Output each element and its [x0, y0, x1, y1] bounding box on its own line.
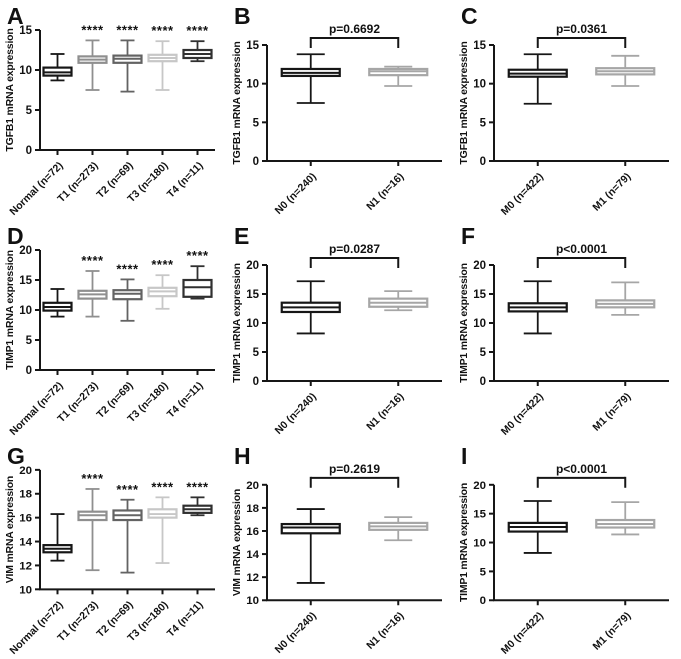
box-T2 (n=69) — [94, 261, 141, 421]
plot-area — [231, 242, 442, 437]
panel-letter-g: G — [7, 443, 26, 469]
x-category-label: M0 (n=422) — [498, 170, 546, 218]
x-category-label: T1 (n=273) — [55, 379, 101, 426]
pvalue-label: p=0.2619 — [328, 461, 381, 476]
significance-stars: **** — [151, 257, 174, 273]
box-T3 (n=180) — [125, 23, 176, 205]
y-tick-label: 20 — [246, 479, 259, 492]
pvalue-label: p=0.6692 — [328, 22, 381, 36]
box-T4 (n=11) — [165, 248, 212, 420]
significance-stars: **** — [81, 22, 104, 38]
y-tick-label: 20 — [473, 260, 486, 272]
box-M1 (n=79) — [590, 56, 654, 214]
panel-c — [454, 0, 681, 220]
panel-letter-d: D — [7, 223, 25, 249]
y-tick-label: 0 — [252, 376, 259, 388]
boxplot-b — [227, 0, 454, 220]
boxplot-i — [454, 440, 681, 659]
x-category-label: T4 (n=11) — [164, 379, 206, 421]
x-category-label: T3 (n=180) — [125, 159, 171, 206]
panel-letter-f: F — [461, 223, 476, 249]
box-M1 (n=79) — [591, 502, 654, 652]
x-category-label: T3 (n=180) — [125, 599, 171, 645]
y-tick-label: 15 — [19, 275, 32, 287]
boxplot-e — [227, 220, 454, 440]
y-tick-label: 14 — [19, 536, 33, 549]
plot-area — [4, 245, 215, 438]
significance-stars: **** — [81, 471, 104, 486]
x-category-label: Normal (n=72) — [7, 159, 66, 218]
y-axis-title: TGFB1 mRNA expression — [458, 41, 470, 165]
panel-h — [227, 440, 454, 659]
x-category-label: M1 (n=79) — [591, 610, 634, 653]
y-tick-label: 15 — [473, 508, 486, 521]
pvalue-label: p=0.0287 — [328, 242, 381, 256]
y-tick-label: 10 — [19, 65, 32, 77]
pvalue-bracket — [311, 462, 399, 488]
box-N1 (n=16) — [364, 67, 427, 213]
boxplot-h — [227, 440, 454, 659]
y-tick-label: 10 — [246, 78, 259, 91]
panel-e — [227, 220, 454, 440]
y-tick-label: 0 — [252, 156, 259, 168]
y-tick-label: 5 — [479, 566, 486, 579]
y-tick-label: 15 — [473, 289, 486, 301]
boxplot-g — [0, 440, 227, 659]
x-category-label: N0 (n=240) — [272, 170, 319, 217]
box-M0 (n=422) — [499, 54, 567, 217]
pvalue-bracket — [538, 462, 626, 488]
x-category-label: T2 (n=69) — [94, 159, 136, 201]
boxplot-a — [0, 0, 227, 220]
box-T2 (n=69) — [94, 22, 141, 201]
y-tick-label: 12 — [19, 560, 33, 573]
box-T3 (n=180) — [125, 257, 176, 425]
box-T4 (n=11) — [165, 23, 212, 200]
x-category-label: M0 (n=422) — [498, 390, 546, 438]
y-tick-label: 16 — [246, 525, 259, 538]
significance-stars: **** — [116, 22, 139, 38]
plot-area — [231, 22, 442, 217]
x-category-label: Normal (n=72) — [8, 599, 66, 657]
x-category-label: N1 (n=16) — [364, 610, 407, 652]
boxplot-d — [0, 220, 227, 440]
x-category-label: Normal (n=72) — [7, 379, 66, 438]
pvalue-label: p<0.0001 — [555, 461, 608, 476]
x-category-label: M1 (n=79) — [590, 170, 634, 214]
pvalue-bracket — [538, 22, 626, 48]
panel-b — [227, 0, 454, 220]
y-tick-label: 5 — [479, 347, 486, 359]
panel-letter-h: H — [234, 443, 252, 469]
x-category-label: T4 (n=11) — [165, 599, 206, 640]
box-T3 (n=180) — [126, 479, 177, 644]
significance-stars: **** — [186, 248, 209, 264]
y-tick-label: 18 — [19, 488, 33, 501]
x-category-label: N1 (n=16) — [364, 170, 407, 213]
x-category-label: T1 (n=273) — [55, 159, 101, 206]
x-category-label: T1 (n=273) — [55, 599, 101, 645]
y-tick-label: 15 — [246, 289, 259, 301]
y-tick-label: 10 — [246, 318, 259, 330]
plot-area — [459, 462, 669, 657]
y-tick-label: 20 — [19, 464, 33, 477]
x-category-label: T3 (n=180) — [125, 379, 171, 426]
box-N0 (n=240) — [273, 54, 340, 217]
panel-g — [0, 440, 227, 659]
significance-stars: **** — [116, 481, 139, 497]
y-tick-label: 10 — [246, 595, 259, 608]
y-tick-label: 0 — [479, 156, 486, 168]
y-tick-label: 5 — [25, 335, 32, 347]
pvalue-bracket — [311, 22, 399, 48]
box-T2 (n=69) — [95, 482, 141, 640]
panel-letter-c: C — [461, 3, 479, 29]
significance-stars: **** — [116, 261, 139, 277]
pvalue-label: p<0.0001 — [555, 242, 608, 256]
x-category-label: M0 (n=422) — [499, 610, 546, 657]
panel-letter-e: E — [234, 223, 250, 249]
panel-letter-i: I — [461, 443, 468, 469]
y-tick-label: 5 — [479, 117, 486, 130]
y-axis-title: VIM mRNA expression — [231, 488, 244, 597]
box-M1 (n=79) — [590, 282, 654, 433]
y-tick-label: 10 — [19, 584, 33, 597]
boxplot-f — [454, 220, 681, 440]
y-tick-label: 10 — [473, 318, 486, 330]
significance-stars: **** — [81, 253, 104, 268]
boxplot-c — [454, 0, 681, 220]
plot-area — [5, 465, 215, 657]
panel-letter-b: B — [234, 3, 252, 29]
y-tick-label: 5 — [25, 105, 32, 117]
y-tick-label: 0 — [25, 365, 32, 377]
x-category-label: T4 (n=11) — [164, 159, 206, 201]
y-tick-label: 18 — [246, 502, 259, 515]
y-tick-label: 20 — [246, 260, 259, 272]
y-tick-label: 5 — [252, 347, 259, 359]
y-axis-title: TGFB1 mRNA expression — [4, 28, 16, 152]
plot-area — [458, 22, 669, 218]
pvalue-bracket — [311, 242, 399, 268]
box-N0 (n=240) — [273, 281, 340, 437]
x-category-label: N0 (n=240) — [272, 390, 319, 437]
y-tick-label: 15 — [19, 25, 32, 37]
significance-stars: **** — [186, 479, 209, 495]
box-T1 (n=273) — [55, 22, 106, 205]
y-tick-label: 10 — [19, 305, 32, 317]
pvalue-bracket — [538, 242, 626, 268]
significance-stars: **** — [151, 23, 174, 39]
y-tick-label: 12 — [246, 572, 259, 585]
plot-area — [4, 22, 215, 217]
x-category-label: M1 (n=79) — [590, 390, 634, 434]
x-category-label: T2 (n=69) — [94, 379, 136, 421]
y-axis-title: TIMP1 mRNA expression — [458, 482, 471, 603]
panel-d — [0, 220, 227, 440]
box-N1 (n=16) — [365, 517, 427, 652]
box-T4 (n=11) — [165, 479, 211, 639]
plot-area — [458, 242, 669, 438]
y-tick-label: 10 — [473, 78, 486, 91]
box-M0 (n=422) — [499, 281, 567, 437]
x-category-label: N1 (n=16) — [364, 390, 407, 433]
y-tick-label: 5 — [252, 117, 259, 130]
y-axis-title: TIMP1 mRNA expression — [231, 263, 243, 383]
plot-area — [232, 462, 442, 656]
y-tick-label: 0 — [479, 376, 486, 388]
box-N0 (n=240) — [273, 509, 339, 656]
y-tick-label: 15 — [246, 40, 259, 52]
significance-stars: **** — [186, 23, 209, 39]
panel-i — [454, 440, 681, 659]
significance-stars: **** — [151, 479, 174, 495]
y-axis-title: TGFB1 mRNA expression — [231, 41, 243, 165]
y-axis-title: TIMP1 mRNA expression — [4, 250, 16, 370]
y-tick-label: 14 — [246, 549, 259, 562]
y-tick-label: 20 — [19, 245, 32, 257]
y-tick-label: 10 — [473, 537, 486, 550]
y-tick-label: 15 — [473, 40, 486, 52]
y-tick-label: 16 — [19, 512, 33, 525]
box-M0 (n=422) — [500, 501, 567, 657]
panel-f — [454, 220, 681, 440]
panel-a — [0, 0, 227, 220]
y-axis-title: VIM mRNA expression — [4, 475, 17, 584]
box-N1 (n=16) — [364, 291, 427, 433]
box-T1 (n=273) — [55, 253, 106, 425]
x-category-label: N0 (n=240) — [273, 610, 319, 656]
y-tick-label: 0 — [25, 145, 32, 157]
box-T1 (n=273) — [56, 471, 107, 644]
panel-letter-a: A — [7, 3, 25, 29]
y-tick-label: 20 — [473, 479, 486, 492]
x-category-label: T2 (n=69) — [95, 599, 136, 641]
y-tick-label: 0 — [479, 595, 486, 608]
y-axis-title: TIMP1 mRNA expression — [458, 263, 470, 383]
pvalue-label: p=0.0361 — [555, 22, 608, 36]
